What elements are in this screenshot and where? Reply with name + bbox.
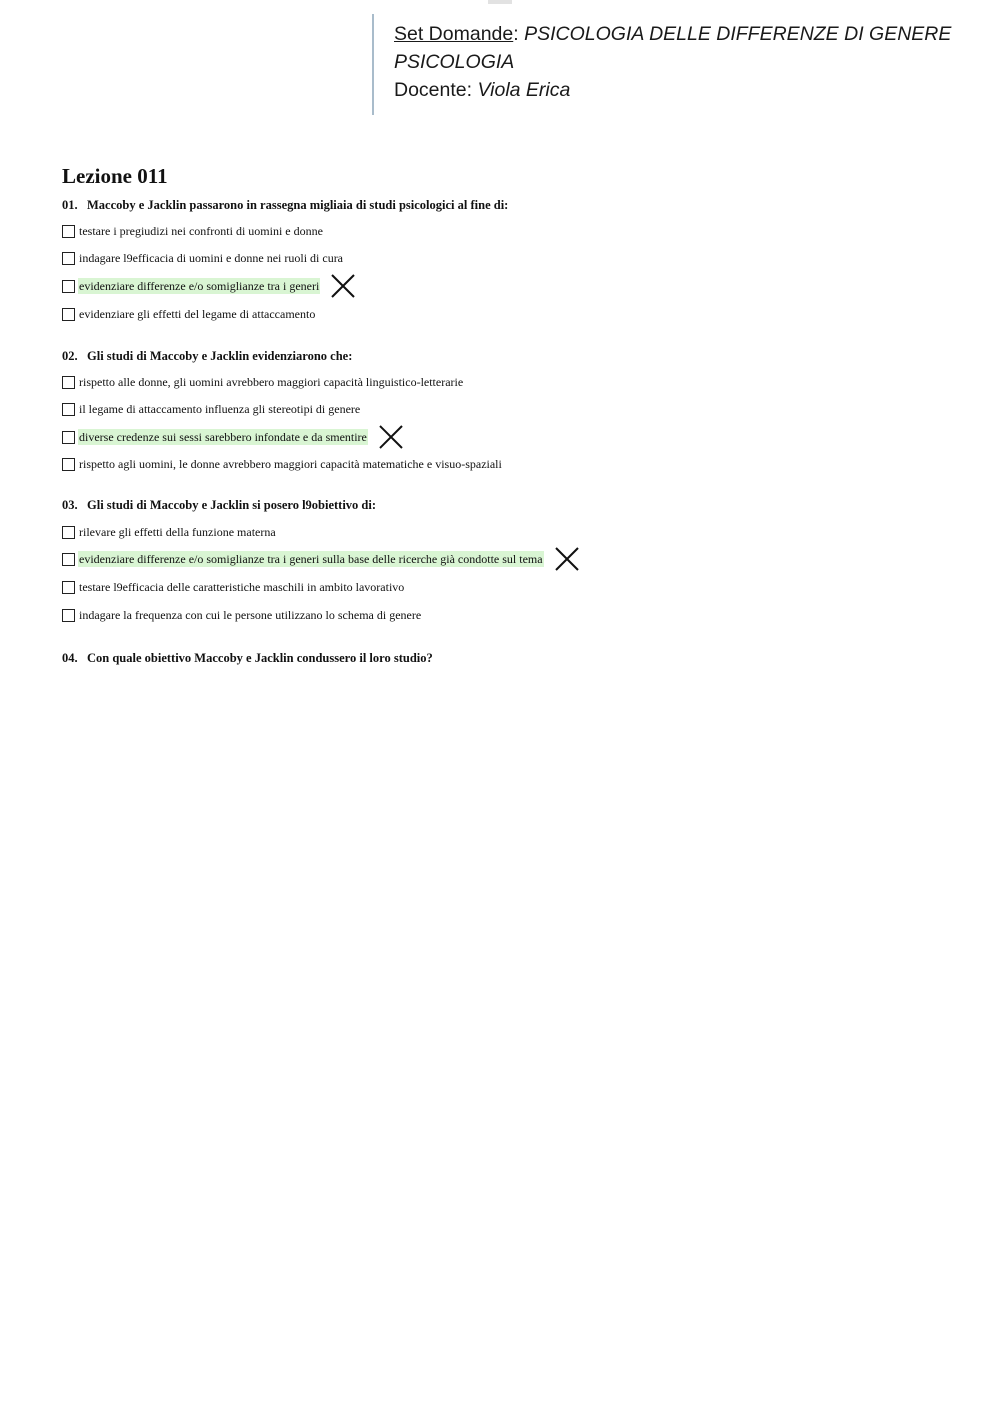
teacher-line: [394, 76, 972, 104]
answer-checkbox[interactable]: [62, 609, 75, 622]
page-top-mark: [488, 0, 512, 4]
answer-text: rilevare gli effetti della funzione materna: [79, 525, 276, 539]
answer-checkbox[interactable]: [62, 458, 75, 471]
answer-text: rispetto alle donne, gli uomini avrebbero maggiori capacità linguistico-letterarie: [79, 375, 464, 389]
answer-option[interactable]: [62, 607, 422, 623]
document-header: [372, 14, 972, 115]
answer-text: testare i pregiudizi nei confronti di uomini e donne: [79, 224, 323, 238]
question-number: 03.: [62, 498, 78, 512]
answer-text: evidenziare gli effetti del legame di attaccamento: [79, 307, 316, 321]
answer-checkbox[interactable]: [62, 225, 75, 238]
answer-option-correct[interactable]: [62, 551, 580, 567]
question-number: 04.: [62, 651, 78, 665]
question-text: Maccoby e Jacklin passarono in rassegna migliaia di studi psicologici al fine di:: [87, 198, 509, 212]
answer-option-correct[interactable]: [62, 278, 356, 294]
question-02: [62, 348, 352, 364]
question-04: [62, 650, 433, 666]
answer-checkbox[interactable]: [62, 252, 75, 265]
answer-text: il legame di attaccamento influenza gli stereotipi di genere: [79, 402, 361, 416]
answer-text: indagare la frequenza con cui le persone utilizzano lo schema di genere: [79, 608, 422, 622]
answer-text: evidenziare differenze e/o somiglianze tra i generi sulla base delle ricerche già condotte sul tema: [79, 552, 543, 566]
question-number: 02.: [62, 349, 78, 363]
answer-checkbox[interactable]: [62, 308, 75, 321]
answer-text: indagare l9efficacia di uomini e donne nei ruoli di cura: [79, 251, 344, 265]
answer-option[interactable]: [62, 401, 361, 417]
subject-line: PSICOLOGIA: [394, 51, 515, 73]
answer-checkbox[interactable]: [62, 431, 75, 444]
answer-checkbox[interactable]: [62, 526, 75, 539]
cross-mark-icon: [330, 273, 356, 299]
answer-option[interactable]: [62, 456, 503, 472]
answer-option[interactable]: [62, 306, 316, 322]
cross-mark-icon: [554, 546, 580, 572]
answer-checkbox[interactable]: [62, 581, 75, 594]
answer-checkbox[interactable]: [62, 553, 75, 566]
set-value: PSICOLOGIA DELLE DIFFERENZE DI GENERE: [524, 23, 952, 45]
teacher-label: Docente:: [394, 79, 473, 101]
set-label: Set Domande: [394, 23, 514, 45]
question-text: Gli studi di Maccoby e Jacklin si posero l9obiettivo di:: [87, 498, 377, 512]
answer-option-correct[interactable]: [62, 429, 404, 445]
question-number: 01.: [62, 198, 78, 212]
question-text: Con quale obiettivo Maccoby e Jacklin condussero il loro studio?: [87, 651, 433, 665]
set-line: [394, 20, 972, 48]
answer-option[interactable]: [62, 579, 405, 595]
cross-mark-icon: [378, 424, 404, 450]
answer-checkbox[interactable]: [62, 280, 75, 293]
question-03: [62, 497, 376, 513]
answer-text: evidenziare differenze e/o somiglianze tra i generi: [79, 279, 320, 293]
answer-text: rispetto agli uomini, le donne avrebbero maggiori capacità matematiche e visuo-spaziali: [79, 457, 502, 471]
answer-checkbox[interactable]: [62, 403, 75, 416]
answer-text: testare l9efficacia delle caratteristiche maschili in ambito lavorativo: [79, 580, 405, 594]
teacher-name: Viola Erica: [477, 79, 571, 101]
answer-option[interactable]: [62, 223, 324, 239]
answer-option[interactable]: [62, 250, 344, 266]
answer-option[interactable]: [62, 374, 464, 390]
question-text: Gli studi di Maccoby e Jacklin evidenziarono che:: [87, 349, 353, 363]
answer-text: diverse credenze sui sessi sarebbero infondate e da smentire: [79, 430, 367, 444]
set-colon: :: [513, 23, 525, 45]
question-01: [62, 197, 508, 213]
answer-checkbox[interactable]: [62, 376, 75, 389]
lesson-title: Lezione 011: [62, 164, 168, 188]
answer-option[interactable]: [62, 524, 277, 540]
